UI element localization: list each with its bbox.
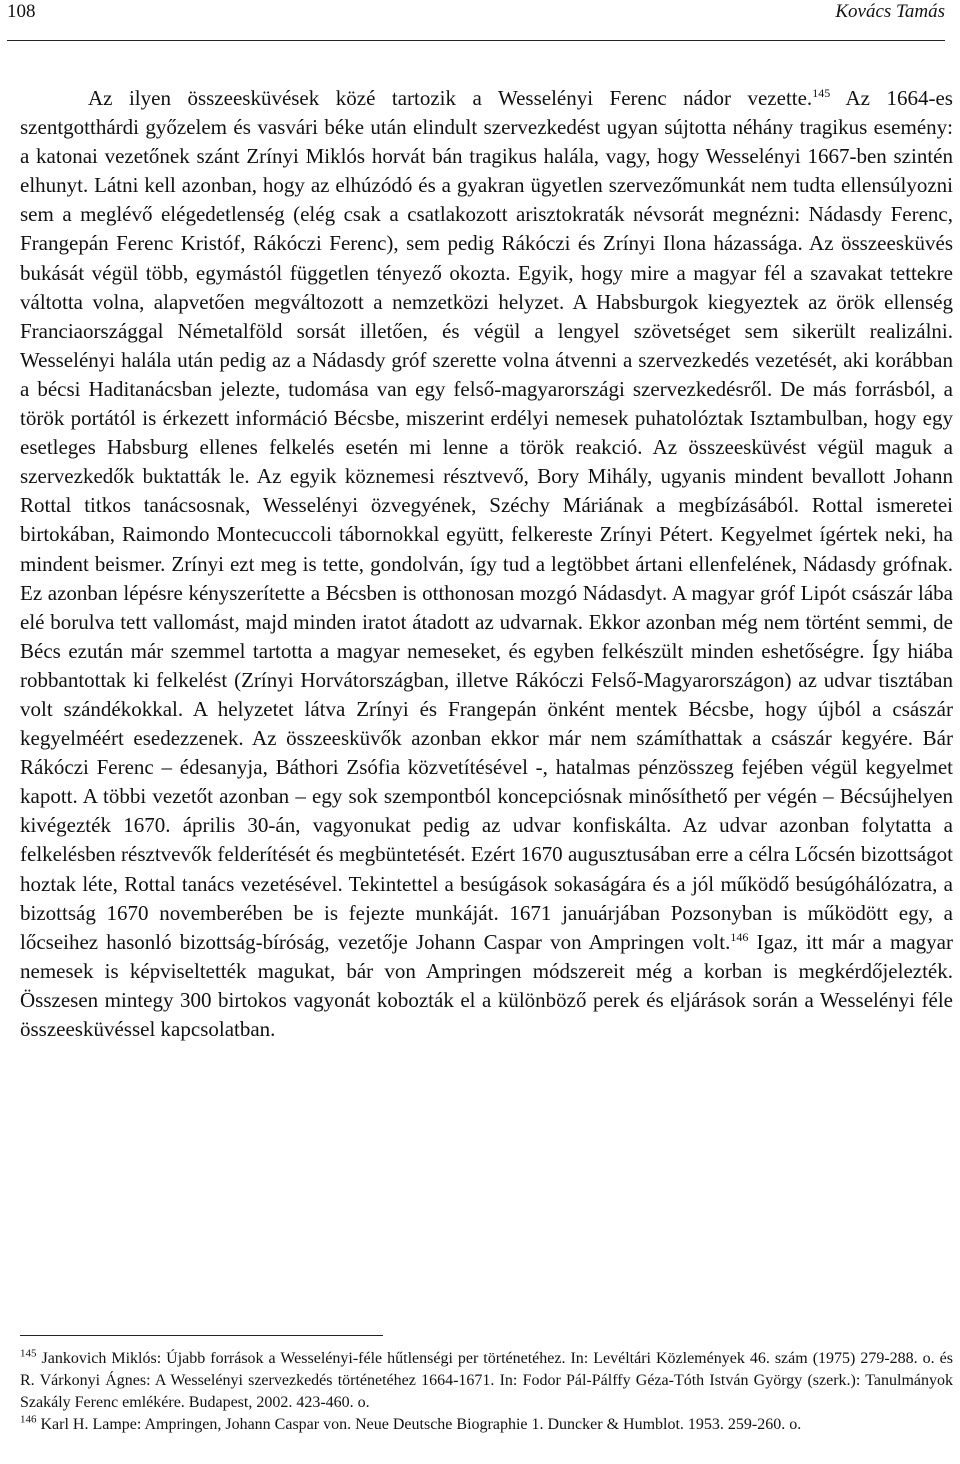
body-text-part-2: Az 1664-es szentgotthárdi győzelem és vasvári béke után elindult szervezkedést ugyan sújtotta néhány tragikus esemény: a katonai vezetőnek szánt Zrínyi Miklós horvát bán tragikus halála, vagy, hogy Wesselényi 1667-ben szintén elhunyt. Látni kell azonban, hogy az elhúzódó és a gyakran ügyetlen szervezőmunkát nem tudta ellensúlyozni sem a meglévő elégedetlenség (elég csak a csatlakozott arisztokraták névsorát megnézni: Nádasdy Ferenc, Frangepán Ferenc Kristóf, Rákóczi Ferenc), sem pedig Rákóczi és Zrínyi Ilona házassága. Az összeesküvés bukását végül több, egymástól független tényező okozta. Egyik, hogy mire a magyar fél a szavakat tettekre váltotta volna, alapvetően megváltozott a nemzetközi helyzet. A Habsburgok kiegyeztek az örök ellenség Franciaországgal Németalföld sorsát illetően, és végül a lengyel szövetséget sem sikerült realizálni. Wesselényi halála után pedig az a Nádasdy gróf szerette volna átvenni a szervezkedés vezetését, aki korábban a bécsi Haditanácsban jelezte, tudomása van egy felső-magyarországi szervezkedésről. De más forrásból, a török portától is érkezett információ Bécsbe, miszerint erdélyi nemesek puhatolóztak Isztambulban, hogy egy esetleges Habsburg ellenes felkelés esetén mi lenne a török reakció. Az összeesküvést végül maguk a szervezkedők buktatták le. Az egyik köznemesi résztvevő, Bory Mihály, ugyanis mindent bevallott Johann Rottal titkos tanácsosnak, Wesselényi özvegyének, Széchy Máriának a megbízásából. Rottal ismeretei birtokában, Raimondo Montecuccoli tábornokkal együtt, felkereste Zrínyi Pétert. Kegyelmet ígértek neki, ha mindent beismer. Zrínyi ezt meg is tette, gondolván, így tud a legtöbbet ártani ellenfelének, Nádasdy grófnak. Ez azonban lépésre kényszerítette a Bécsben is otthonosan mozgó Nádasdyt. A magyar gróf Lipót császár lába elé borulva tett vallomást, majd minden iratot átadott az udvarnak. Ekkor azonban még nem történt semmi, de Bécs ezután már szemmel tartotta a magyar nemeseket, és egyben felkészült minden eshetőségre. Így hiába robbantottak ki felkelést (Zrínyi Horvátországban, illetve Rákóczi Felső-Magyarországon) az udvar tisztában volt szándékokkal. A helyzetet látva Zrínyi és Frangepán önként mentek Bécsbe, hogy újból a császár kegyelméért esedezzenek. Az összeesküvők azonban ekkor már nem számíthattak a császár kegyére. Bár Rákóczi Ferenc – édesanyja, Báthori Zsófia közvetítésével -, hatalmas pénzösszeg fejében végül kegyelmet kapott. A többi vezetőt azonban – egy sok szempontból koncepciósnak minősíthető per végén – Bécsújhelyen kivégezték 1670. április 30-án, vagyonukat pedig az udvar konfiskálta. Az udvar azonban folytatta a felkelésben résztvevők felderítését és megbüntetését. Ezért 1670 augusztusában erre a célra Lőcsén bizottságot hoztak léte, Rottal tanács vezetésével. Tekintettel a besúgások sokaságára és a jól működő besúgóhálózatra, a bizottság 1670 novemberében be is fejezte munkáját. 1671 januárjában Pozsonyban is működött egy, a lőcseihez hasonló bizottság-bíróság, vezetője Johann Caspar von Ampringen volt.: [20, 86, 953, 954]
footnote-number: 146: [20, 1413, 37, 1426]
body-text-part-3: Igaz, itt már a magyar nemesek is képviseltették magukat, bár von Ampringen módszereit még a korban is megkérdőjelezték. Összesen mintegy 300 birtokos vagyonát kobozták el a különböző perek és eljárások során a Wesselényi féle összeesküvéssel kapcsolatban.: [20, 929, 953, 1041]
footnote-separator: [20, 1335, 383, 1336]
footnote-text: Jankovich Miklós: Újabb források a Wesselényi-féle hűtlenségi per történetéhez. In: Levéltári Közlemények 46. szám (1975) 279-288. o. és R. Várkonyi Ágnes: A Wesselényi szervezkedés történetéhez 1664-1671. In: Fodor Pál-Pálffy Géza-Tóth István György (szerk.): Tanulmányok Szakály Ferenc emlékére. Budapest, 2002. 423-460. o.: [20, 1350, 953, 1411]
footnote-145: [20, 1348, 953, 1414]
running-head: Kovács Tamás: [835, 1, 945, 22]
body-paragraph: [20, 84, 953, 1044]
page-number: 108: [7, 1, 36, 22]
footnotes: [20, 1348, 953, 1436]
footnote-text: Karl H. Lampe: Ampringen, Johann Caspar von. Neue Deutsche Biographie 1. Duncker & Humblot. 1953. 259-260. o.: [36, 1416, 802, 1433]
footnote-146: [20, 1414, 953, 1436]
footnote-number: 145: [20, 1347, 37, 1360]
page-header: [7, 0, 945, 41]
body-text-part-1: Az ilyen összeesküvések közé tartozik a Wesselényi Ferenc nádor vezette.: [88, 86, 813, 110]
footnote-reference-146[interactable]: 146: [730, 929, 749, 944]
footnote-reference-145[interactable]: 145: [812, 86, 831, 100]
